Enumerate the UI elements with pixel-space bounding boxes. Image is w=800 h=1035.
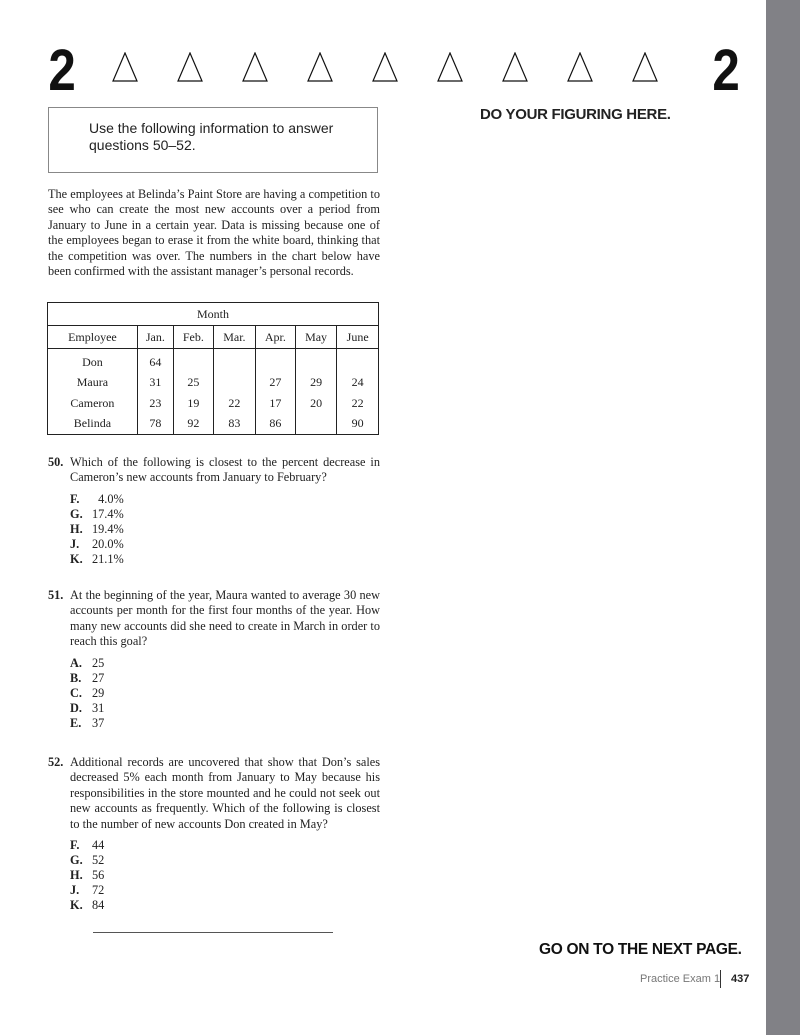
value-cell: 24 — [337, 373, 379, 394]
option-letter: E. — [70, 715, 82, 730]
question-number: 50. — [48, 455, 64, 469]
value-cell: 64 — [137, 349, 173, 373]
option-letter: A. — [70, 655, 82, 670]
employee-name-cell: Maura — [48, 373, 138, 394]
value-cell: 22 — [213, 393, 255, 414]
value-cell — [295, 349, 337, 373]
column-header: Employee — [48, 326, 138, 349]
triangle-icon — [437, 52, 463, 82]
instruction-box — [48, 107, 378, 173]
option-text: 37 — [92, 715, 105, 730]
value-cell: 83 — [213, 414, 255, 435]
passage: The employees at Belinda’s Paint Store are having a competition to see who can create the most new accounts over a period from January to June in a certain year. Data is missing because one of the employees began to erase it from the white board, thinking that the competition was over. The numbers in the chart below have been confirmed with the assistant manager’s personal records. — [48, 187, 380, 279]
employee-name-cell: Cameron — [48, 393, 138, 414]
triangle-icon — [632, 52, 658, 82]
triangle-icon — [372, 52, 398, 82]
value-cell: 86 — [255, 414, 295, 435]
triangle-icon — [307, 52, 333, 82]
page-edge-tab — [766, 0, 800, 1035]
question-number: 52. — [48, 755, 64, 769]
question-text: Additional records are uncovered that show that Don’s sales decreased 5% each month from January to May because his responsibilities in the store mounted and he could not seek out new accounts as frequently. Which of the following is closest to the number of new accounts Don created in May? — [70, 755, 380, 831]
column-header: Apr. — [255, 326, 295, 349]
question-text: Which of the following is closest to the percent decrease in Cameron’s new accounts from January to February? — [70, 455, 380, 485]
option-text: 20.0% — [92, 536, 124, 551]
answer-option[interactable] — [70, 701, 380, 716]
answer-option[interactable] — [70, 716, 380, 731]
value-cell — [213, 373, 255, 394]
option-text: 29 — [92, 685, 105, 700]
option-letter: F. — [70, 491, 80, 506]
triangle-icon — [567, 52, 593, 82]
value-cell: 31 — [137, 373, 173, 394]
option-letter: C. — [70, 685, 82, 700]
option-text: 52 — [92, 853, 105, 868]
option-letter: K. — [70, 551, 83, 566]
table-row — [48, 393, 379, 414]
employee-name-cell: Don — [48, 349, 138, 373]
option-text: 84 — [92, 898, 105, 913]
value-cell — [337, 349, 379, 373]
value-cell: 29 — [295, 373, 337, 394]
value-cell — [295, 414, 337, 435]
option-text: 72 — [92, 883, 105, 898]
exam-name: Practice Exam 1 — [640, 973, 721, 985]
answer-option[interactable] — [70, 537, 380, 552]
option-letter: D. — [70, 700, 82, 715]
option-letter: K. — [70, 898, 83, 913]
value-cell: 25 — [173, 373, 213, 394]
value-cell: 92 — [173, 414, 213, 435]
value-cell: 90 — [337, 414, 379, 435]
answer-option[interactable] — [70, 656, 380, 671]
value-cell: 22 — [337, 393, 379, 414]
instruction-text: Use the following information to answer questions 50–52. — [89, 120, 334, 153]
divider — [93, 932, 333, 933]
option-text: 44 — [92, 838, 105, 853]
option-text: 31 — [92, 700, 105, 715]
answer-option[interactable] — [70, 686, 380, 701]
option-letter: G. — [70, 853, 83, 868]
table-row — [48, 373, 379, 394]
option-text: 27 — [92, 670, 105, 685]
answer-option[interactable] — [70, 868, 380, 883]
answer-option[interactable] — [70, 507, 380, 522]
column-header: June — [337, 326, 379, 349]
answer-option[interactable] — [70, 671, 380, 686]
value-cell: 23 — [137, 393, 173, 414]
value-cell: 20 — [295, 393, 337, 414]
option-letter: H. — [70, 521, 83, 536]
option-letter: B. — [70, 670, 82, 685]
answer-option[interactable] — [70, 522, 380, 537]
option-letter: F. — [70, 838, 80, 853]
value-cell — [213, 349, 255, 373]
footer-divider — [720, 970, 721, 988]
section-number-right: 2 — [712, 38, 740, 103]
triangle-icon — [112, 52, 138, 82]
option-letter: J. — [70, 883, 80, 898]
column-header: Feb. — [173, 326, 213, 349]
answer-option[interactable] — [70, 492, 380, 507]
question-number: 51. — [48, 588, 64, 602]
value-cell: 17 — [255, 393, 295, 414]
option-text: 21.1% — [92, 551, 124, 566]
triangle-icon — [502, 52, 528, 82]
answer-option[interactable] — [70, 838, 380, 853]
value-cell: 27 — [255, 373, 295, 394]
option-text: 25 — [92, 655, 105, 670]
question-52 — [48, 755, 380, 913]
option-text: 17.4% — [92, 506, 124, 521]
option-text: 19.4% — [92, 521, 124, 536]
table-row — [48, 414, 379, 435]
section-number-left: 2 — [48, 38, 76, 103]
answer-option[interactable] — [70, 552, 380, 567]
option-text: 56 — [92, 868, 105, 883]
value-cell — [255, 349, 295, 373]
value-cell — [173, 349, 213, 373]
employee-name-cell: Belinda — [48, 414, 138, 435]
option-letter: G. — [70, 506, 83, 521]
answer-option[interactable] — [70, 853, 380, 868]
triangle-icon — [177, 52, 203, 82]
question-50 — [48, 455, 380, 567]
table-group-header: Month — [48, 303, 379, 326]
option-letter: H. — [70, 868, 83, 883]
figuring-label: DO YOUR FIGURING HERE. — [480, 106, 671, 123]
question-51 — [48, 588, 380, 731]
column-header: Mar. — [213, 326, 255, 349]
go-on-label: GO ON TO THE NEXT PAGE. — [539, 941, 742, 958]
accounts-table — [47, 302, 379, 435]
value-cell: 78 — [137, 414, 173, 435]
answer-option[interactable] — [70, 883, 380, 898]
value-cell: 19 — [173, 393, 213, 414]
question-text: At the beginning of the year, Maura wanted to average 30 new accounts per month for the first four months of the year. How many new accounts did she need to create in March in order to reach this goal? — [70, 588, 380, 649]
column-header: Jan. — [137, 326, 173, 349]
triangle-icon — [242, 52, 268, 82]
column-header: May — [295, 326, 337, 349]
table-row — [48, 349, 379, 373]
option-text: 4.0% — [92, 491, 124, 506]
option-letter: J. — [70, 536, 80, 551]
page-number: 437 — [731, 973, 750, 985]
answer-option[interactable] — [70, 898, 380, 913]
